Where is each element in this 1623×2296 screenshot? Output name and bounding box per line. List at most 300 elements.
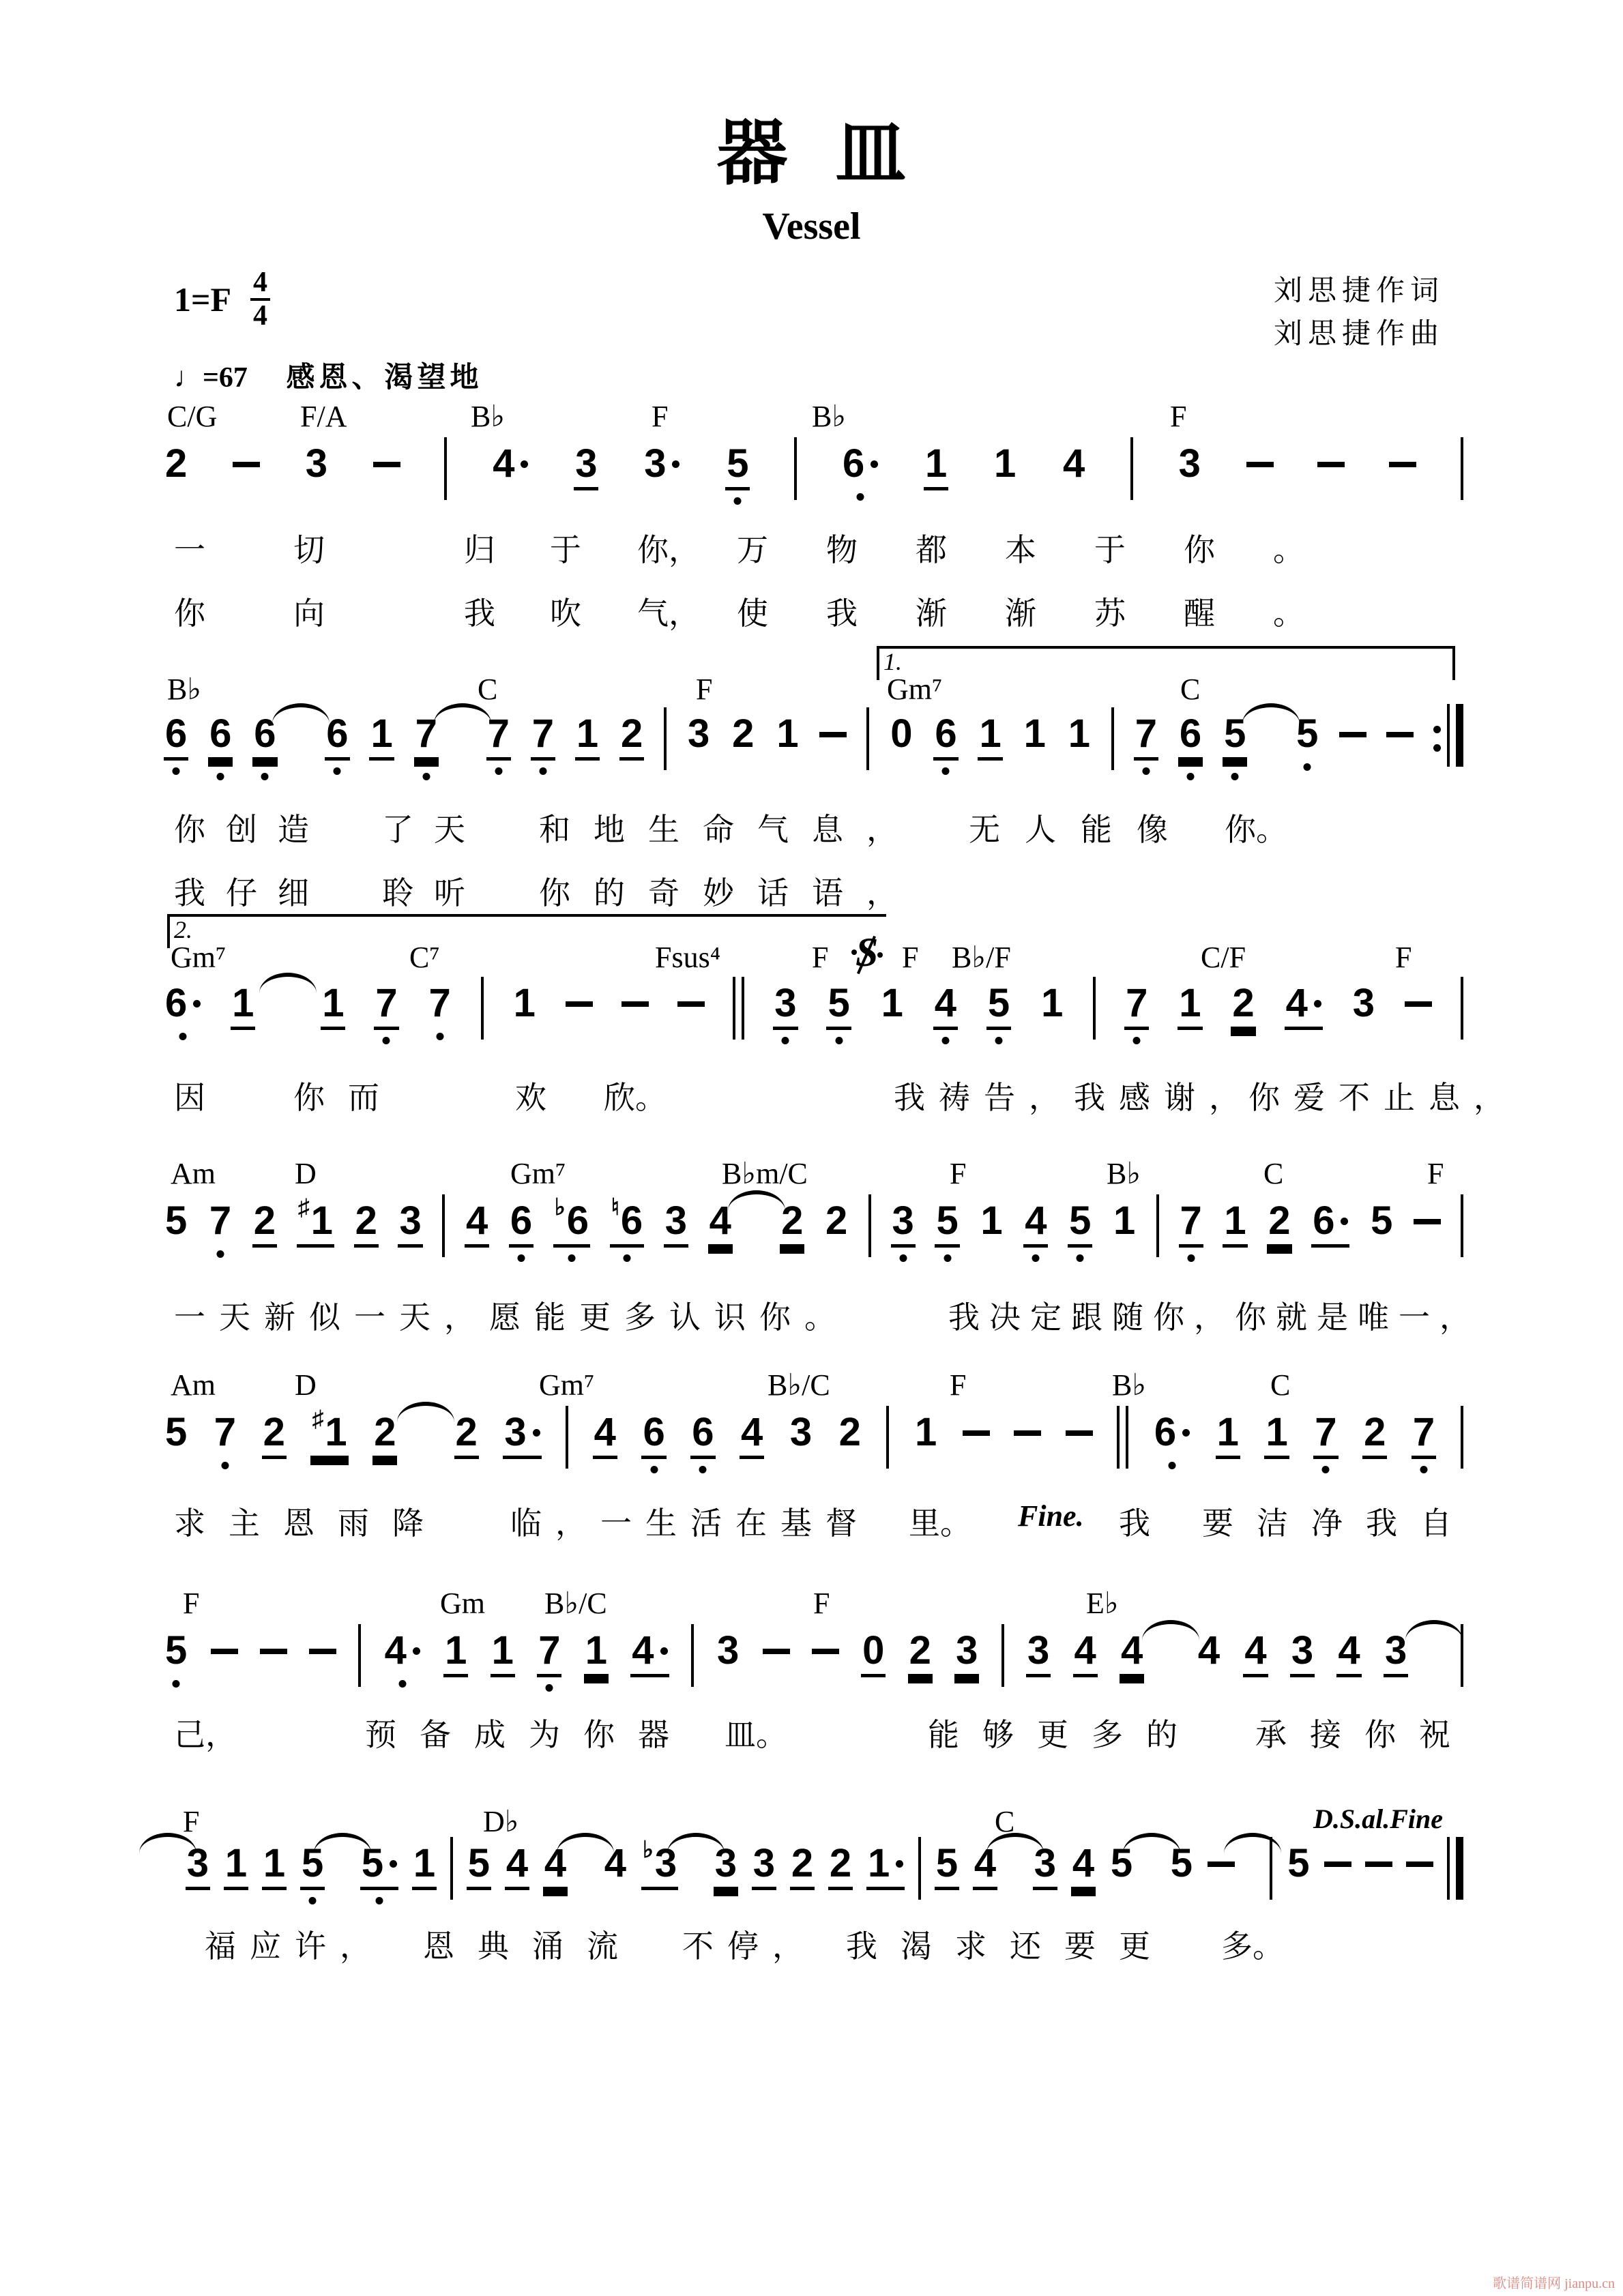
chord-label: Gm⁷ (510, 1157, 566, 1190)
lyric-segment: 我祷告，我感谢， (894, 1080, 1254, 1115)
augmentation-dot (193, 1000, 201, 1007)
note-number: 1 (322, 981, 345, 1025)
note (164, 1628, 188, 1674)
note-number: 6 (254, 711, 276, 756)
note-number: 5 (1371, 1198, 1393, 1243)
note (891, 1198, 916, 1248)
note-number: 3 (688, 711, 710, 756)
barline (481, 977, 484, 1040)
note (913, 1410, 938, 1456)
note-number: 5 (1170, 1841, 1193, 1885)
note (297, 1194, 334, 1248)
low-octave-dot (942, 767, 950, 775)
augmentation-dot (672, 460, 679, 468)
low-octave-dot (173, 1680, 180, 1688)
lyric-segment: Fine. (1018, 1499, 1084, 1533)
note (1109, 1841, 1134, 1887)
lyric-row (164, 525, 1463, 568)
note-number: 6 (643, 1410, 665, 1454)
note-number: 6 (842, 441, 865, 486)
lyric-segment: 归 (464, 533, 495, 568)
note-number: 1 (513, 981, 536, 1025)
lyric-segment: 气， (637, 596, 700, 631)
chord-label: F (652, 400, 669, 433)
note-number: 5 (727, 441, 749, 486)
low-octave-dot (650, 1466, 658, 1473)
note-number: 4 (741, 1410, 763, 1454)
note-number: 4 (506, 1841, 529, 1885)
lyric-segment: 能够更多的 (928, 1718, 1201, 1752)
note (512, 981, 537, 1027)
note-number: 1 (576, 711, 599, 756)
low-octave-dot (1322, 1466, 1330, 1473)
note (752, 1841, 776, 1890)
key-signature (174, 267, 270, 332)
note-number: 6 (165, 711, 188, 756)
low-octave-dot (173, 767, 180, 775)
sustain-dash (566, 1001, 593, 1007)
barline (1111, 707, 1114, 770)
low-octave-dot (546, 1684, 553, 1692)
sustain-dash (1365, 1861, 1392, 1867)
low-octave-dot (1420, 1466, 1427, 1473)
notation-row (164, 1194, 1463, 1257)
note (641, 1837, 678, 1890)
chord-label: F (1427, 1157, 1444, 1190)
note-number: 7 (1126, 981, 1148, 1025)
augmentation-dot (1182, 1429, 1190, 1437)
note-number: 2 (374, 1410, 396, 1454)
lyric-segment: 承接你祝 (1255, 1718, 1474, 1752)
note-number: 4 (1121, 1628, 1143, 1673)
low-octave-dot (1133, 1037, 1141, 1044)
note (924, 441, 948, 490)
lyric-segment: 于 (550, 533, 581, 568)
lyric-segment: 使我渐渐苏醒。 (737, 596, 1362, 631)
chord-row (164, 1368, 1463, 1406)
lyric-segment: 你创造 (174, 812, 330, 847)
low-octave-dot (1187, 1254, 1195, 1262)
note (780, 1198, 804, 1248)
low-octave-dot (899, 1254, 907, 1262)
low-octave-dot (517, 1254, 525, 1262)
barline (1156, 1194, 1159, 1257)
note (1286, 1841, 1311, 1887)
note (224, 1841, 248, 1890)
note-number: 2 (781, 1198, 804, 1243)
volta-label: 2. (174, 916, 192, 943)
credits (1274, 270, 1444, 356)
note (1178, 441, 1202, 487)
chord-label: Am (171, 1157, 216, 1190)
note-number: 7 (487, 711, 510, 756)
lyric-row (164, 1710, 1474, 1752)
low-octave-dot (1142, 767, 1150, 775)
note-number: 4 (604, 1841, 627, 1885)
note (454, 1410, 479, 1459)
chord-label: C (1180, 673, 1201, 706)
note (978, 711, 1002, 761)
lyric-row (164, 1073, 1519, 1115)
note (360, 1841, 398, 1890)
lyric-segment: 你的奇妙话语， (539, 876, 921, 911)
note-number: 7 (209, 1198, 232, 1243)
low-octave-dot (375, 1897, 383, 1904)
note-number: 5 (1296, 711, 1319, 756)
notation-row (164, 441, 1463, 500)
lyric-segment: 我 (1119, 1506, 1150, 1541)
augmentation-dot (521, 460, 528, 468)
note (1124, 981, 1149, 1030)
sustain-dash (1246, 462, 1274, 467)
note (935, 1841, 959, 1890)
note (973, 1841, 997, 1890)
lyric-row (164, 1293, 1480, 1335)
chord-label: D (295, 1157, 317, 1190)
note-number: 4 (1025, 1198, 1047, 1243)
low-octave-dot (309, 1897, 317, 1904)
note (1311, 1198, 1349, 1248)
lyric-segment: 皿。 (725, 1718, 787, 1752)
note-number: 3 (1384, 1628, 1407, 1673)
note (398, 1198, 422, 1248)
note-number: 7 (428, 981, 451, 1025)
note (1267, 1198, 1291, 1248)
note-number: 1 (310, 1198, 333, 1243)
lyric-segment: 你而 (293, 1080, 403, 1115)
chord-row (164, 1156, 1463, 1194)
augmentation-dot (533, 1429, 540, 1437)
note (428, 981, 452, 1027)
note-number: 5 (467, 1841, 491, 1885)
barline (442, 1194, 445, 1257)
note (412, 1841, 437, 1890)
chord-row (164, 1586, 1463, 1624)
note (714, 1841, 738, 1890)
note-number: 7 (1315, 1410, 1337, 1454)
tempo-marking (174, 355, 482, 396)
accidental-icon: ♯ (312, 1406, 324, 1432)
note-number: 3 (575, 441, 598, 486)
note-number: 7 (1180, 1198, 1202, 1243)
note-number: 0 (862, 1628, 885, 1673)
note (933, 981, 958, 1030)
note-number: 4 (974, 1841, 997, 1885)
note-number: 6 (1313, 1198, 1335, 1243)
note-number: 5 (165, 1198, 188, 1243)
lyric-row (164, 1499, 1475, 1541)
note (1112, 1198, 1137, 1244)
note-number: 1 (325, 1410, 347, 1454)
note (708, 1198, 733, 1248)
note-number: 5 (1110, 1841, 1133, 1885)
chord-label: C (1270, 1368, 1291, 1402)
low-octave-dot (699, 1466, 707, 1473)
low-octave-dot (944, 1254, 951, 1262)
chord-label: Gm⁷ (539, 1368, 595, 1402)
note (908, 1628, 933, 1677)
augmentation-dot (1314, 1000, 1321, 1007)
low-octave-dot (334, 767, 341, 775)
note (1169, 1841, 1194, 1887)
note (1362, 1410, 1387, 1459)
chord-label: F (950, 1368, 967, 1402)
note-number: 3 (1027, 1628, 1050, 1673)
note-number: 5 (165, 1410, 188, 1454)
note (467, 1841, 491, 1890)
low-octave-dot (422, 773, 430, 780)
note (304, 441, 329, 487)
low-octave-dot (995, 1037, 1003, 1044)
barline (358, 1624, 361, 1687)
note-number: 4 (493, 441, 515, 486)
note (1295, 711, 1319, 757)
lyric-segment: 你。 (1225, 812, 1287, 847)
notation-row (164, 1406, 1463, 1469)
note-number: 1 (1023, 711, 1046, 756)
lyric-row (164, 805, 1463, 847)
note (208, 1198, 233, 1244)
note (690, 1410, 715, 1459)
chord-label: B♭ (1107, 1157, 1141, 1190)
note-number: 7 (375, 981, 398, 1025)
sustain-dash (622, 1001, 649, 1007)
low-octave-dot (1169, 1462, 1176, 1469)
low-octave-dot (782, 1037, 789, 1044)
note (186, 1841, 210, 1890)
note-number: 1 (224, 1841, 248, 1885)
meter-numerator: 4 (253, 267, 268, 298)
note-number: 3 (305, 441, 327, 486)
lyric-segment: 己， (174, 1718, 237, 1752)
note (543, 1841, 568, 1890)
sustain-dash (1414, 1219, 1441, 1224)
note (889, 711, 913, 757)
note (164, 1198, 188, 1244)
note-number: 2 (829, 1841, 852, 1885)
sustain-dash (1066, 1430, 1093, 1436)
sustain-dash (1208, 1861, 1235, 1867)
chord-label: D (295, 1368, 317, 1402)
accidental-icon: ♭ (554, 1194, 566, 1220)
note-number: 2 (263, 1410, 285, 1454)
barline (1001, 1624, 1004, 1687)
lyric-segment: 我仔细 (174, 876, 330, 911)
lyric-row (164, 868, 1463, 911)
chord-label: Gm⁷ (171, 941, 226, 974)
sustain-dash (233, 462, 260, 467)
lyric-segment: 你爱不止息， (1248, 1080, 1519, 1115)
accidental-icon: ♯ (297, 1194, 310, 1220)
note (1336, 1628, 1361, 1677)
note-number: 1 (413, 1841, 436, 1885)
note (531, 711, 555, 761)
note-number: 1 (914, 1410, 937, 1454)
barline (1270, 1837, 1272, 1900)
note-number: 2 (825, 1198, 848, 1243)
chord-label: B♭/C (544, 1587, 607, 1620)
note-number: 3 (644, 441, 667, 486)
chord-label: B♭ (812, 400, 847, 433)
note (686, 711, 711, 757)
note-number: 4 (594, 1410, 616, 1454)
chord-label: B♭/C (767, 1368, 830, 1402)
chord-label: Gm⁷ (887, 673, 943, 706)
sustain-dash (812, 1649, 839, 1654)
note (262, 1410, 287, 1459)
note (1040, 981, 1064, 1027)
note (383, 1628, 422, 1674)
lyric-segment: 聆听 (382, 876, 486, 911)
note (310, 1406, 348, 1459)
note-number: 2 (165, 441, 188, 486)
note (826, 981, 851, 1030)
note (641, 1410, 666, 1459)
note-number: 2 (621, 711, 643, 756)
lyric-segment: 我决定跟随你，你就是唯一， (948, 1300, 1480, 1335)
low-octave-dot (568, 1254, 575, 1262)
note-number: 4 (1244, 1628, 1267, 1673)
note-number: 3 (1178, 441, 1201, 486)
note-number: 3 (186, 1841, 209, 1885)
time-signature (250, 267, 270, 332)
note-number: 3 (654, 1841, 677, 1885)
accidental-icon: ♭ (642, 1837, 654, 1863)
note (369, 711, 394, 761)
note-number: 3 (504, 1410, 527, 1454)
notation-row (164, 711, 1463, 770)
note (213, 1410, 237, 1456)
note-number: 1 (924, 441, 948, 486)
note (643, 441, 681, 487)
sustain-dash (373, 462, 400, 467)
barline (450, 1837, 453, 1900)
sustain-dash (763, 1649, 790, 1654)
note-number: 6 (209, 711, 232, 756)
chord-label: B♭ (1112, 1368, 1147, 1402)
augmentation-dot (871, 460, 878, 468)
note (491, 441, 529, 487)
note-number: 4 (1074, 1628, 1096, 1673)
barline (664, 707, 667, 770)
note-number: 6 (620, 1198, 643, 1243)
note (574, 441, 598, 490)
low-octave-dot (623, 1254, 630, 1262)
lyric-segment: 一天新似一天，愿能更多认识你。 (174, 1300, 849, 1335)
note-number: 2 (791, 1841, 814, 1885)
augmentation-dot (413, 1647, 420, 1655)
note-number: 4 (1338, 1628, 1360, 1673)
note (716, 1628, 740, 1674)
note (1216, 1410, 1240, 1459)
note-number: 4 (1285, 981, 1308, 1025)
note (491, 1628, 515, 1677)
note-number: 3 (664, 1198, 687, 1243)
note-number: 1 (993, 441, 1017, 486)
note (619, 711, 644, 761)
note (1068, 1198, 1092, 1248)
note-number: 5 (935, 1841, 959, 1885)
chord-row (164, 916, 1463, 978)
lyric-segment: 你， (637, 533, 700, 568)
note-number: 3 (892, 1198, 914, 1243)
barline (1093, 977, 1096, 1040)
lyric-row (164, 1922, 1463, 1964)
note (300, 1841, 325, 1890)
sustain-dash (211, 1649, 238, 1654)
chord-label: C/G (167, 400, 218, 433)
chord-label: C (1263, 1157, 1284, 1190)
repeat-dots (1433, 726, 1441, 752)
note-number: 6 (165, 981, 188, 1025)
note-number: 2 (1268, 1198, 1291, 1243)
sustain-dash (1014, 1430, 1041, 1436)
chord-label: B♭ (471, 400, 506, 433)
low-octave-dot (941, 1037, 949, 1044)
chord-label: C/F (1201, 941, 1246, 974)
sustain-dash (1389, 462, 1416, 467)
note (630, 1628, 669, 1677)
note (1178, 711, 1203, 761)
note (593, 1410, 617, 1459)
low-octave-dot (436, 1033, 443, 1040)
augmentation-dot (1341, 1218, 1348, 1225)
note (773, 981, 798, 1030)
note (1062, 441, 1086, 487)
low-octave-dot (1304, 763, 1311, 771)
note-number: 5 (361, 1841, 384, 1885)
note-number: 1 (445, 1628, 467, 1673)
lyric-segment: 恩典涌流 (423, 1929, 641, 1964)
note (664, 1198, 688, 1248)
note-number: 6 (692, 1410, 714, 1454)
chord-label: F/A (300, 400, 347, 433)
note (509, 1198, 533, 1248)
note-number: 5 (936, 1198, 959, 1243)
lyric-segment: 欢 (515, 1080, 546, 1115)
barline (866, 707, 869, 770)
note-number: 1 (1113, 1198, 1136, 1243)
low-octave-dot (217, 773, 224, 780)
note-number: 3 (714, 1841, 737, 1885)
low-octave-dot (539, 767, 546, 775)
note-number: 5 (301, 1841, 324, 1885)
key-tonic: 1=F (174, 280, 232, 319)
note (880, 981, 905, 1027)
note-number: 7 (531, 711, 554, 756)
note-number: 1 (881, 981, 903, 1025)
note-number: 1 (1068, 711, 1091, 756)
note (262, 1841, 287, 1890)
note-number: 1 (370, 711, 393, 756)
note-number: 1 (776, 711, 799, 756)
tempo-bpm: ♩=67 (174, 362, 248, 394)
ds-al-fine-label: D.S.al.Fine (1313, 1804, 1444, 1834)
note (503, 1410, 541, 1459)
note (354, 1198, 379, 1248)
note-number: 6 (1154, 1410, 1177, 1454)
note-number: 7 (538, 1628, 561, 1673)
note (1023, 711, 1047, 757)
accidental-icon: ♮ (611, 1194, 619, 1220)
note-number: 2 (1232, 981, 1255, 1025)
sustain-dash (309, 1649, 336, 1654)
lyric-segment: 我 (464, 596, 495, 631)
chord-label: B♭/F (952, 941, 1011, 974)
note (374, 981, 398, 1030)
sustain-dash (1405, 1001, 1432, 1007)
low-octave-dot (495, 767, 502, 775)
